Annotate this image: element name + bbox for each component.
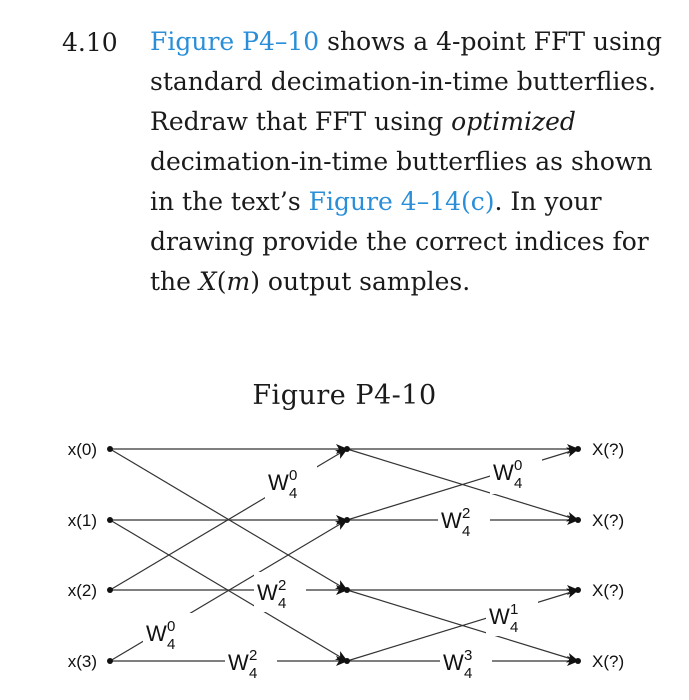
svg-text:2: 2 xyxy=(278,577,287,594)
output-label: X(?) xyxy=(592,511,625,530)
svg-text:1: 1 xyxy=(510,601,519,618)
stage2-lines xyxy=(347,449,578,661)
svg-text:2: 2 xyxy=(462,505,471,522)
input-label: x(2) xyxy=(67,581,97,600)
problem-number: 4.10 xyxy=(62,28,118,57)
svg-text:4: 4 xyxy=(278,595,287,612)
problem-text-segment: ) output samples. xyxy=(250,267,471,296)
twiddle-backgrounds xyxy=(143,452,542,685)
svg-text:0: 0 xyxy=(289,467,298,484)
input-label: x(3) xyxy=(67,652,97,671)
svg-text:W: W xyxy=(268,470,289,495)
svg-text:W: W xyxy=(441,508,462,533)
middle-nodes xyxy=(344,446,350,664)
output-label: X(?) xyxy=(592,652,625,671)
svg-text:W: W xyxy=(489,604,510,629)
problem-text-segment: X xyxy=(198,267,217,296)
svg-text:4: 4 xyxy=(514,475,523,492)
problem-text-segment: m xyxy=(226,267,251,296)
figure-reference-link[interactable]: Figure P4–10 xyxy=(150,27,320,56)
svg-text:2: 2 xyxy=(249,647,258,664)
problem-text-segment: ( xyxy=(216,267,227,296)
svg-text:W: W xyxy=(443,650,464,675)
svg-text:0: 0 xyxy=(167,618,176,635)
problem-text-segment: optimized xyxy=(451,107,576,136)
svg-text:4: 4 xyxy=(464,665,473,682)
problem-text-segment: shows a 4-point FFT using standard decimation-in-time butterflies. Redraw that FFT using xyxy=(150,27,662,136)
output-label: X(?) xyxy=(592,440,625,459)
svg-text:W: W xyxy=(493,460,514,485)
problem-text-segment: . In your drawing provide the correct indices for the xyxy=(150,187,649,296)
input-label: x(1) xyxy=(67,511,97,530)
input-nodes xyxy=(107,446,113,664)
svg-text:4: 4 xyxy=(462,523,471,540)
output-label: X(?) xyxy=(592,581,625,600)
input-label: x(0) xyxy=(67,440,97,459)
svg-text:W: W xyxy=(146,621,167,646)
problem-text-segment: decimation-in-time butterflies as shown in the text’s xyxy=(150,147,653,216)
svg-text:W: W xyxy=(228,650,249,675)
svg-text:4: 4 xyxy=(289,485,298,502)
svg-text:W: W xyxy=(257,580,278,605)
svg-text:4: 4 xyxy=(249,665,258,682)
svg-text:4: 4 xyxy=(510,619,519,636)
figure-reference-link[interactable]: Figure 4–14(c) xyxy=(308,187,495,216)
output-nodes xyxy=(575,446,581,664)
svg-text:3: 3 xyxy=(464,647,473,664)
figure-title: Figure P4-10 xyxy=(252,380,437,411)
svg-text:4: 4 xyxy=(167,636,176,653)
svg-text:0: 0 xyxy=(514,457,523,474)
